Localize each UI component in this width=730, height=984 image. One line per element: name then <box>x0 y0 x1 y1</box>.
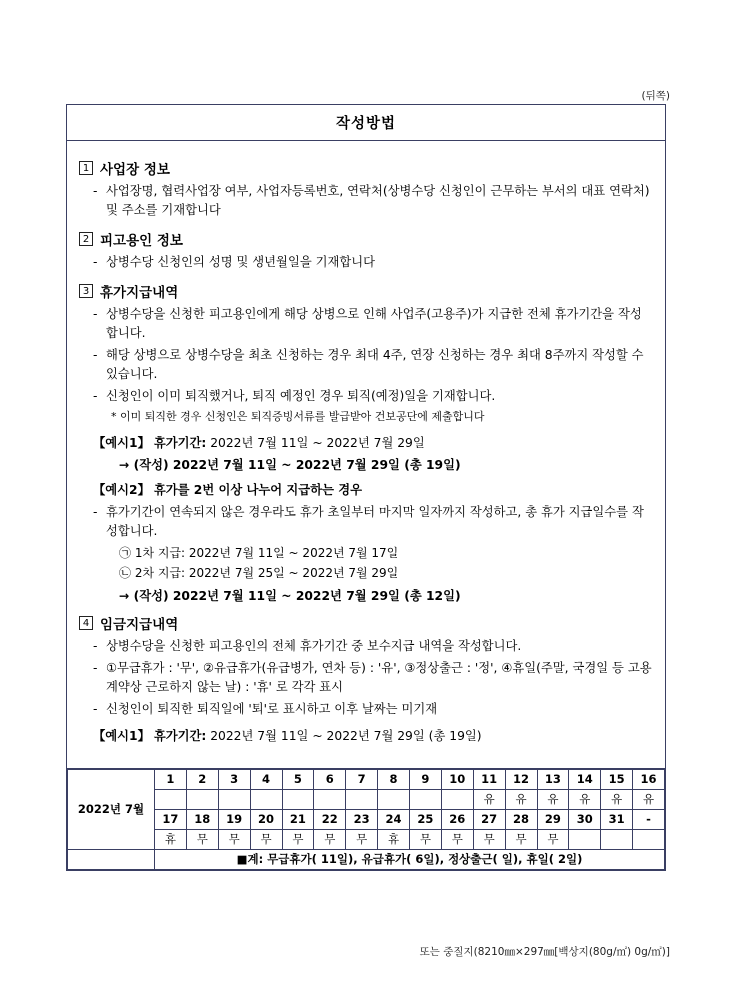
list-item-text: 사업장명, 협력사업장 여부, 사업자등록번호, 연락처(상병수당 신청인이 근무하는 부서의 대표 연락처) 및 주소를 기재합니다 <box>106 184 650 218</box>
list-item <box>79 253 653 272</box>
list-item-text: 상병수당을 신청한 피고용인의 전체 휴가기간 중 보수지급 내역을 작성합니다. <box>106 639 522 654</box>
section-number-1: 1 <box>79 161 93 175</box>
table-cell: 유 <box>537 789 569 809</box>
table-cell: 27 <box>473 809 505 829</box>
example-1-label: 【예시1】 <box>93 435 150 450</box>
table-cell: 11 <box>473 769 505 789</box>
table-cell <box>282 789 314 809</box>
list-item <box>79 700 653 719</box>
table-cell: 무 <box>314 829 346 849</box>
table-row <box>68 789 665 809</box>
table-cell: 1 <box>155 769 187 789</box>
table-cell <box>250 789 282 809</box>
table-cell: 4 <box>250 769 282 789</box>
list-item-text: 상병수당을 신청한 피고용인에게 해당 상병으로 인해 사업주(고용주)가 지급한 전체 휴가기간을 작성 합니다. <box>106 307 642 341</box>
list-item <box>79 659 653 697</box>
list-item <box>79 305 653 343</box>
table-cell: 무 <box>410 829 442 849</box>
table-cell: 10 <box>441 769 473 789</box>
table-cell: 12 <box>505 769 537 789</box>
example-2-label: 【예시2】 <box>93 483 150 498</box>
table-row <box>68 769 665 789</box>
table-cell: 21 <box>282 809 314 829</box>
list-item <box>79 182 653 220</box>
section-note: * 이미 퇴직한 경우 신청인은 퇴직증빙서류를 발급받아 건보공단에 제출합니다 <box>111 410 485 424</box>
dash-icon: - <box>93 702 98 717</box>
table-cell <box>346 789 378 809</box>
table-cell: 2 <box>186 769 218 789</box>
table-cell <box>633 829 665 849</box>
section-title-3: 휴가지급내역 <box>100 285 179 302</box>
list-item-text: ①무급휴가 : '무', ②유급휴가(유급병가, 연차 등) : '유', ③정상출근 : '정', ④휴일(주말, 국경일 등 고용계약상 근로하지 않는 날) : '휴' 로 각각 표시 <box>106 661 652 695</box>
table-cell: 22 <box>314 809 346 829</box>
calendar-table-wrap <box>67 768 665 870</box>
table-cell: 유 <box>633 789 665 809</box>
page-bottom-note: 또는 중질지(8210㎜×297㎜[백상지(80g/㎡) 0g/㎡)] <box>419 946 670 958</box>
dash-icon: - <box>93 184 98 198</box>
table-cell: 20 <box>250 809 282 829</box>
table-row <box>68 809 665 829</box>
list-item <box>79 637 653 656</box>
section-number-4: 4 <box>79 616 93 630</box>
table-cell: 6 <box>314 769 346 789</box>
table-cell: 무 <box>473 829 505 849</box>
section-heading-3 <box>79 281 653 301</box>
dash-icon: - <box>93 348 98 363</box>
table-cell <box>410 789 442 809</box>
table-cell: 무 <box>186 829 218 849</box>
table-cell: 9 <box>410 769 442 789</box>
table-cell <box>155 789 187 809</box>
table-cell: 5 <box>282 769 314 789</box>
table-cell: 13 <box>537 769 569 789</box>
table-cell: 무 <box>250 829 282 849</box>
example-1-result: → (작성) 2022년 7월 11일 ~ 2022년 7월 29일 (총 19일) <box>119 458 461 473</box>
table-cell: 17 <box>155 809 187 829</box>
table-cell: 무 <box>537 829 569 849</box>
dash-icon: - <box>93 661 98 676</box>
table-cell: 29 <box>537 809 569 829</box>
dash-icon: - <box>93 389 98 404</box>
table-cell <box>314 789 346 809</box>
table-cell <box>186 789 218 809</box>
section-title-4: 임금지급내역 <box>100 617 179 634</box>
table-cell: 14 <box>569 769 601 789</box>
table-cell: 18 <box>186 809 218 829</box>
example-3-label: 【예시1】 <box>93 729 150 744</box>
list-item-text: 상병수당 신청인의 성명 및 생년월일을 기재합니다 <box>106 255 375 270</box>
table-cell: 무 <box>346 829 378 849</box>
table-cell: 25 <box>410 809 442 829</box>
list-item <box>79 503 653 541</box>
document-title: 작성방법 <box>67 105 665 141</box>
list-item-text: 해당 상병으로 상병수당을 최초 신청하는 경우 최대 4주, 연장 신청하는 경우 최대 8주까지 작성할 수 있습니다. <box>106 348 644 382</box>
table-cell <box>569 829 601 849</box>
table-cell: 26 <box>441 809 473 829</box>
table-cell: 30 <box>569 809 601 829</box>
table-cell: 유 <box>505 789 537 809</box>
table-cell <box>378 789 410 809</box>
example-3-line <box>79 727 653 745</box>
table-row <box>68 849 665 869</box>
dash-icon: - <box>93 504 98 519</box>
table-cell: 유 <box>601 789 633 809</box>
example-1-title: 휴가기간: <box>153 435 207 450</box>
table-cell: 무 <box>441 829 473 849</box>
table-row <box>68 829 665 849</box>
table-cell: 28 <box>505 809 537 829</box>
table-cell: 유 <box>473 789 505 809</box>
table-cell: 19 <box>218 809 250 829</box>
table-cell: 무 <box>218 829 250 849</box>
table-cell: - <box>633 809 665 829</box>
table-cell <box>441 789 473 809</box>
section-number-2: 2 <box>79 232 93 246</box>
table-cell: 휴 <box>155 829 187 849</box>
page-top-note: (뒤쪽) <box>641 90 670 102</box>
calendar-month-label: 2022년 7월 <box>68 769 155 849</box>
list-item-text: 휴가기간이 연속되지 않은 경우라도 휴가 초일부터 마지막 일자까지 작성하고, 총 휴가 지급일수를 작성합니다. <box>106 504 644 538</box>
example-3-title: 휴가기간: <box>153 729 207 744</box>
instruction-box <box>66 104 666 871</box>
list-item-text: 신청인이 퇴직한 퇴직일에 '퇴'로 표시하고 이후 날짜는 미기재 <box>106 702 438 717</box>
table-cell: 8 <box>378 769 410 789</box>
section-heading-1 <box>79 158 653 178</box>
table-cell: 무 <box>282 829 314 849</box>
calendar-summary: ■계: 무급휴가( 11일), 유급휴가( 6일), 정상출근( 일), 휴일( 2일) <box>155 849 665 869</box>
table-cell: 휴 <box>378 829 410 849</box>
spacer-cell <box>68 849 155 869</box>
table-cell: 유 <box>569 789 601 809</box>
example-2-line-1: ㉠ 1차 지급: 2022년 7월 11일 ~ 2022년 7월 17일 <box>119 545 399 560</box>
calendar-table <box>67 769 665 870</box>
dash-icon: - <box>93 255 98 270</box>
table-cell: 7 <box>346 769 378 789</box>
document-body <box>67 141 665 758</box>
dash-icon: - <box>93 639 98 654</box>
table-cell: 16 <box>633 769 665 789</box>
table-cell: 무 <box>505 829 537 849</box>
table-cell <box>601 829 633 849</box>
table-cell: 24 <box>378 809 410 829</box>
section-heading-2 <box>79 229 653 249</box>
example-1-value: 2022년 7월 11일 ~ 2022년 7월 29일 <box>210 435 425 450</box>
section-title-1: 사업장 정보 <box>100 162 170 178</box>
example-2-title: 휴가를 2번 이상 나누어 지급하는 경우 <box>153 483 362 498</box>
table-cell: 15 <box>601 769 633 789</box>
table-cell <box>218 789 250 809</box>
example-2-line <box>79 481 653 499</box>
list-item <box>79 346 653 384</box>
example-3-value: 2022년 7월 11일 ~ 2022년 7월 29일 (총 19일) <box>210 729 482 744</box>
example-1-line <box>79 434 653 452</box>
example-2-line-2: ㉡ 2차 지급: 2022년 7월 25일 ~ 2022년 7월 29일 <box>119 566 399 581</box>
section-heading-4 <box>79 613 653 633</box>
table-cell: 23 <box>346 809 378 829</box>
example-2-result: → (작성) 2022년 7월 11일 ~ 2022년 7월 29일 (총 12일) <box>119 589 461 604</box>
section-title-2: 피고용인 정보 <box>100 233 183 250</box>
dash-icon: - <box>93 307 98 322</box>
section-number-3: 3 <box>79 284 93 298</box>
list-item <box>79 387 653 406</box>
table-cell: 3 <box>218 769 250 789</box>
table-cell: 31 <box>601 809 633 829</box>
list-item-text: 신청인이 이미 퇴직했거나, 퇴직 예정인 경우 퇴직(예정)일을 기재합니다. <box>106 389 496 404</box>
